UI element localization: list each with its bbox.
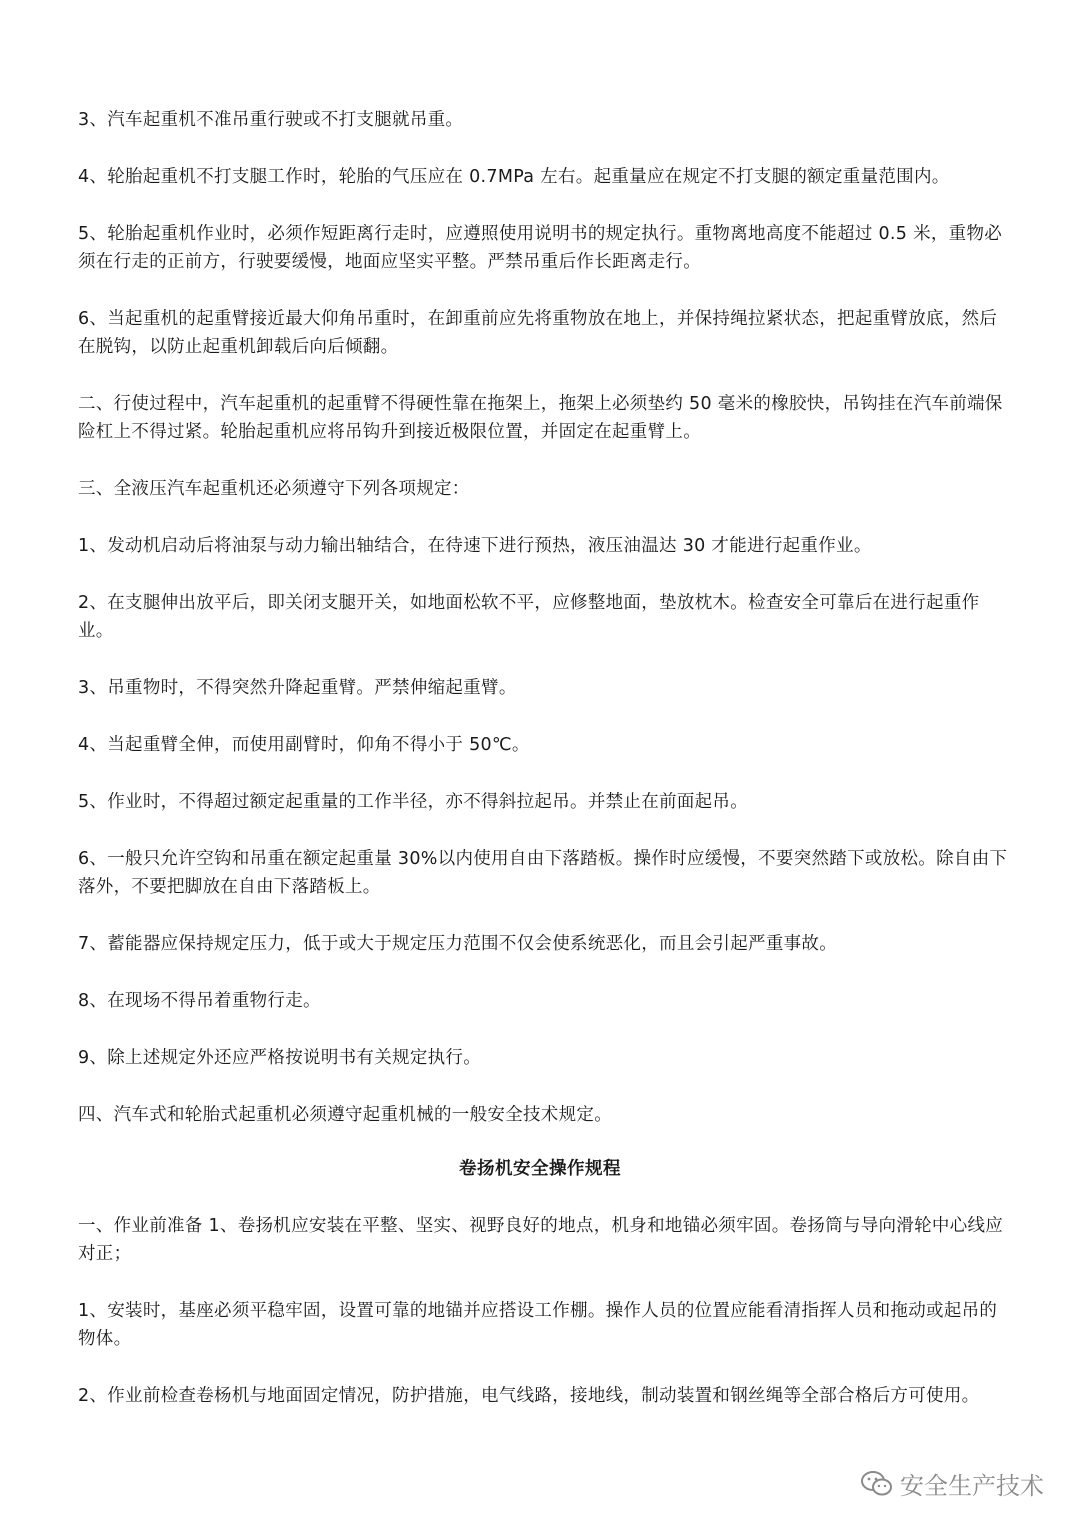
paragraph: 4、轮胎起重机不打支腿工作时，轮胎的气压应在 0.7MPa 左右。起重量应在规定不打支腿的额定重量范围内。 [78,167,950,187]
paragraph: 3、吊重物时，不得突然升降起重臂。严禁伸缩起重臂。 [78,678,517,698]
paragraph: 四、汽车式和轮胎式起重机必须遵守起重机械的一般安全技术规定。 [78,1105,612,1125]
wechat-icon [860,1469,894,1499]
paragraph: 一、作业前准备 1、卷扬机应安装在平整、坚实、视野良好的地点，机身和地锚必须牢固。卷扬筒与导向滑轮中心线应对正； [78,1216,1004,1264]
paragraph: 二、行使过程中，汽车起重机的起重臂不得硬性靠在拖架上，拖架上必须垫约 50 毫米的橡胶快，吊钩挂在汽车前端保险杠上不得过紧。轮胎起重机应将吊钩升到接近极限位置，并固定在起重臂上。 [78,394,1003,442]
paragraph: 2、作业前检查卷杨机与地面固定情况，防护措施，电气线路，接地线，制动装置和钢丝绳等全部合格后方可使用。 [78,1386,980,1406]
paragraph: 2、在支腿伸出放平后，即关闭支腿开关，如地面松软不平，应修整地面，垫放枕木。检查安全可靠后在进行起重作业。 [78,593,980,641]
paragraph: 1、发动机启动后将油泵与动力输出轴结合，在待速下进行预热，液压油温达 30 才能进行起重作业。 [78,536,872,556]
paragraph: 3、汽车起重机不准吊重行驶或不打支腿就吊重。 [78,110,464,130]
section-heading: 卷扬机安全操作规程 [459,1159,621,1179]
paragraph: 6、一般只允许空钩和吊重在额定起重量 30%以内使用自由下落踏板。操作时应缓慢，不要突然踏下或放松。除自由下落外，不要把脚放在自由下落踏板上。 [78,849,1008,897]
paragraph: 5、作业时，不得超过额定起重量的工作半径，亦不得斜拉起吊。并禁止在前面起吊。 [78,792,749,812]
paragraph: 5、轮胎起重机作业时，必须作短距离行走时，应遵照使用说明书的规定执行。重物离地高度不能超过 0.5 米，重物必须在行走的正前方，行驶要缓慢，地面应坚实平整。严禁吊重后作长距离走行。 [78,224,1003,272]
paragraph: 三、全液压汽车起重机还必须遵守下列各项规定： [78,479,470,499]
paragraph: 7、蓄能器应保持规定压力，低于或大于规定压力范围不仅会使系统恶化，而且会引起严重事故。 [78,934,838,954]
paragraph: 8、在现场不得吊着重物行走。 [78,991,321,1011]
watermark-text: 安全生产技术 [900,1472,1044,1500]
paragraph: 9、除上述规定外还应严格按说明书有关规定执行。 [78,1048,482,1068]
paragraph: 6、当起重机的起重臂接近最大仰角吊重时，在卸重前应先将重物放在地上，并保持绳拉紧状态，把起重臂放底，然后在脱钩，以防止起重机卸载后向后倾翻。 [78,309,998,357]
watermark [860,1466,1044,1501]
paragraph: 4、当起重臂全伸，而使用副臂时，仰角不得小于 50℃。 [78,735,530,755]
paragraph: 1、安装时，基座必须平稳牢固，设置可靠的地锚并应搭设工作棚。操作人员的位置应能看清指挥人员和拖动或起吊的物体。 [78,1301,998,1349]
